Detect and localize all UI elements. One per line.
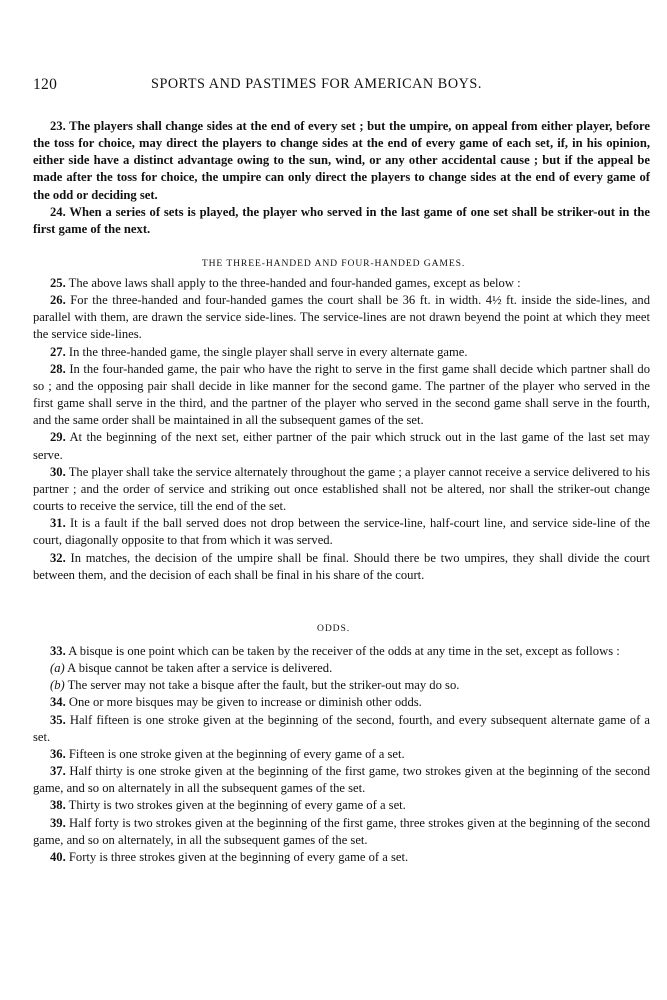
law-text: In the three-handed game, the single player shall serve in every alternate game. (68, 344, 468, 359)
law-33a (33, 660, 650, 677)
law-number: 25. (50, 276, 66, 290)
law-37 (33, 763, 650, 797)
law-39 (33, 815, 650, 849)
section-heading-three-four-handed: THE THREE-HANDED AND FOUR-HANDED GAMES. (201, 258, 466, 269)
law-35 (33, 712, 650, 746)
law-number: 32. (50, 550, 66, 565)
law-text: Half forty is two strokes given at the beginning of the first game, three strokes given at the beginning of the second game, and so on alternately, in all the subsequent games of the set. (33, 815, 650, 847)
law-text: When a series of sets is played, the player who served in the last game of one set shall be striker-out in the first game of the next. (33, 204, 651, 236)
law-number: 38. (50, 798, 66, 813)
law-36 (33, 746, 650, 763)
clause-text: A bisque cannot be taken after a service is delivered. (67, 661, 333, 676)
law-text: A bisque is one point which can be taken by the receiver of the odds at any time in the set, except as follows : (68, 644, 620, 658)
law-29 (33, 429, 650, 463)
law-text: At the beginning of the next set, either partner of the pair which struck out in the last game of the last set may serve. (33, 430, 650, 462)
page-header (33, 76, 648, 98)
law-number: 27. (50, 344, 66, 359)
law-32 (33, 550, 650, 584)
law-24 (33, 204, 650, 238)
clause-text: The server may not take a bisque after the fault, but the striker-out may do so. (67, 678, 460, 693)
laws-33-40 (33, 643, 650, 866)
law-text: Thirty is two strokes given at the beginning of every game of a set. (68, 798, 406, 813)
page-number: 120 (33, 76, 58, 93)
law-number: 24. (50, 204, 66, 219)
law-number: 36. (50, 746, 66, 761)
law-text: Forty is three strokes given at the beginning of every game of a set. (68, 849, 409, 864)
law-number: 34. (50, 695, 66, 710)
law-text: The player shall take the service alternately throughout the game ; a player cannot receive a service delivered to his partner ; and the order of service and striking out once established shall not be altered, nor shall the striker-out change courts to receive the service, till the end of the set. (33, 464, 650, 514)
law-text: Half thirty is one stroke given at the beginning of the first game, two strokes given at the beginning of the second game, and so on alternately in all the subsequent games of the set. (33, 764, 650, 796)
law-34 (33, 694, 650, 711)
law-27 (33, 344, 650, 361)
law-text: It is a fault if the ball served does not drop between the service-line, half-court line, and service side-line of the court, diagonally opposite to that from which it was served. (33, 516, 650, 548)
law-number: 37. (50, 764, 66, 779)
law-number: 33. (50, 644, 66, 658)
law-30 (33, 464, 650, 515)
running-head: SPORTS AND PASTIMES FOR AMERICAN BOYS. (151, 76, 482, 92)
law-text: In the four-handed game, the pair who have the right to serve in the first game shall decide which partner shall do so ; and the opposing pair shall decide in like manner for the second game. The partner of the player who served in the first game shall serve in the third, and the partner of the player who served in the second game shall serve in the fourth, and the same order shall be maintained in all the subsequent games of the set. (33, 361, 650, 428)
law-33 (33, 643, 650, 660)
law-number: 31. (50, 516, 66, 531)
law-text: One or more bisques may be given to increase or diminish other odds. (68, 695, 422, 710)
clause-marker: (a) (50, 661, 65, 676)
law-31 (33, 515, 650, 549)
law-number: 39. (50, 815, 66, 830)
law-text: The players shall change sides at the end of every set ; but the umpire, on appeal from either player, before the toss for choice, may direct the players to change sides at the end of every game of each set, if, in his opinion, either side have a distinct advantage owing to the sun, wind, or any other accidental cause ; but if the appeal be made after the toss for choice, the umpire can only direct the players to change sides at the end of every game of the odd or deciding set. (33, 119, 650, 202)
law-text: Fifteen is one stroke given at the beginning of every game of a set. (68, 746, 405, 761)
law-38 (33, 797, 650, 814)
law-text: The above laws shall apply to the three-handed and four-handed games, except as below : (68, 276, 521, 290)
law-number: 28. (50, 361, 66, 376)
law-26 (33, 292, 650, 343)
law-number: 35. (50, 712, 66, 727)
law-33b (33, 677, 650, 694)
law-text: Half fifteen is one stroke given at the beginning of the second, fourth, and every subsequent alternate game of a set. (33, 712, 650, 744)
law-text: For the three-handed and four-handed games the court shall be 36 ft. in width. 4½ ft. inside the side-lines, and parallel with them, are drawn the service side-lines. The service-lines are not drawn beyend the point at which they meet the service side-lines. (33, 293, 650, 342)
law-number: 30. (50, 464, 66, 479)
section-heading-odds: ODDS. (316, 623, 351, 634)
law-text: In matches, the decision of the umpire shall be final. Should there be two umpires, they shall divide the court between them, and the decision of each shall be final in his share of the court. (33, 550, 650, 582)
clause-marker: (b) (50, 678, 65, 693)
law-28 (33, 361, 650, 430)
law-number: 23. (50, 119, 66, 133)
law-number: 40. (50, 849, 66, 864)
law-number: 29. (50, 430, 66, 445)
law-40 (33, 849, 650, 866)
law-23 (33, 118, 650, 204)
laws-25-32 (33, 275, 650, 584)
law-25 (33, 275, 650, 292)
law-number: 26. (50, 293, 66, 308)
laws-23-24 (33, 118, 650, 238)
